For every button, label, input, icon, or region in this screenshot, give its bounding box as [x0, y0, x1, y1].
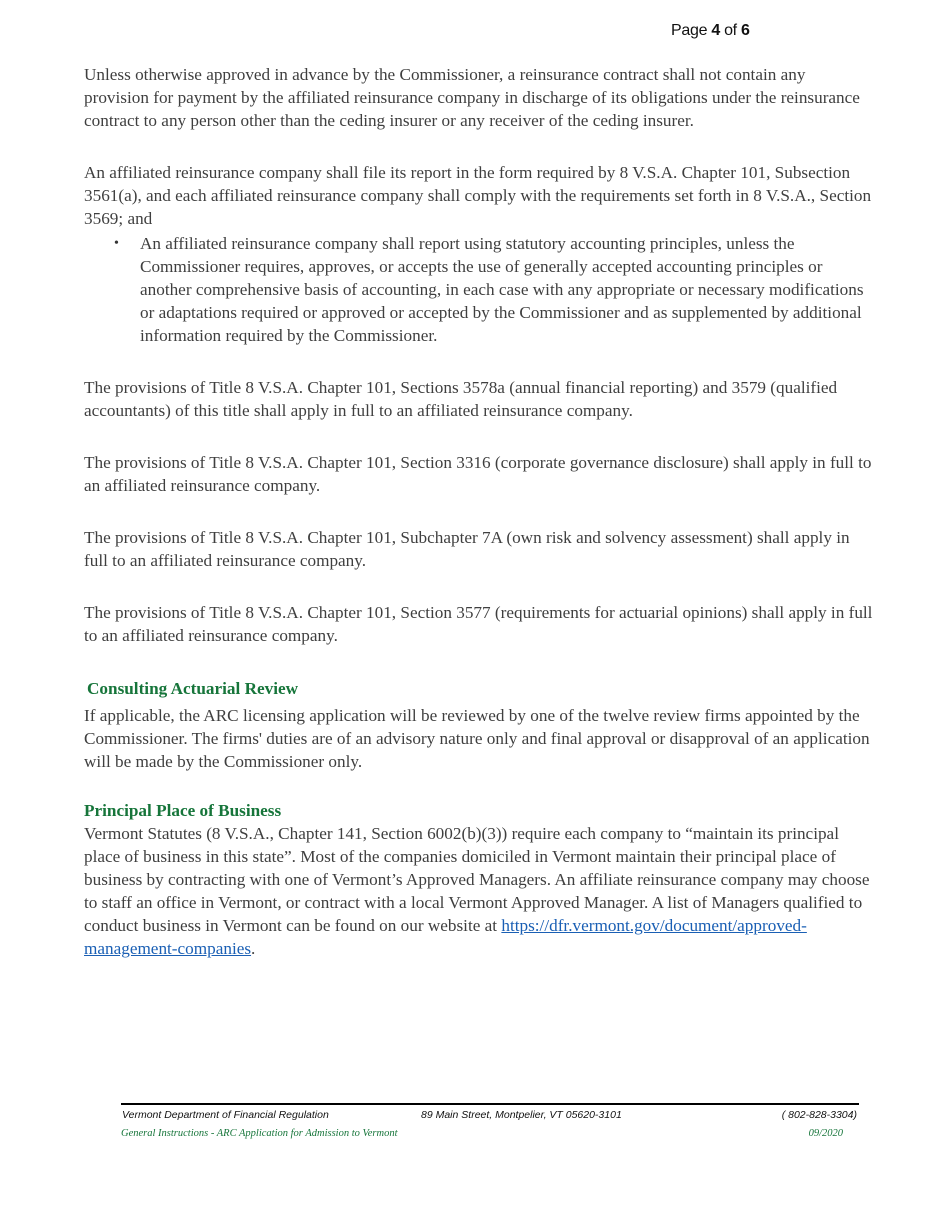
paragraph-reinsurance-contract: Unless otherwise approved in advance by the Commissioner, a reinsurance contract shall not contain any provision for payment by the affiliated reinsurance company in discharge of its obligations under the reinsurance contract to any person other than the ceding insurer or any receiver of the ceding insurer.	[84, 65, 860, 130]
page-footer	[121, 1103, 859, 1144]
footer-address: 89 Main Street, Montpelier, VT 05620-3101	[421, 1109, 622, 1121]
bullet-text: An affiliated reinsurance company shall report using statutory accounting principles, unless the Commissioner requires, approves, or accepts the use of generally accepted accounting principles or another comprehensive basis of accounting, in each case with any appropriate or necessary modifications or adaptations required or approved or accepted by the Commissioner and as supplemented by additional information required by the Commissioner.	[140, 234, 864, 345]
principal-period: .	[251, 939, 256, 958]
footer-date: 09/2020	[808, 1128, 843, 1139]
paragraph-principal-place-of-business	[84, 822, 874, 960]
footer-phone: ( 802-828-3304)	[781, 1109, 857, 1121]
paragraph-financial-reporting: The provisions of Title 8 V.S.A. Chapter 101, Sections 3578a (annual financial reporting) and 3579 (qualified accountants) of this title shall apply in full to an affiliated reinsurance company.	[84, 378, 838, 420]
paragraph-orsa: The provisions of Title 8 V.S.A. Chapter 101, Subchapter 7A (own risk and solvency assessment) shall apply in full to an affiliated reinsurance company.	[84, 528, 850, 570]
document-body	[84, 63, 874, 960]
page-of: of	[719, 22, 741, 39]
footer-contact-row	[121, 1109, 859, 1125]
heading-consulting-actuarial-review: Consulting Actuarial Review	[87, 679, 299, 698]
bullet-icon: •	[114, 236, 119, 251]
page-current: 4	[711, 22, 720, 39]
paragraph-report-filing: An affiliated reinsurance company shall file its report in the form required by 8 V.S.A. Chapter 101, Subsection 3561(a), and each affiliated reinsurance company shall comply with the requirements set forth in 8 V.S.A., Section 3569; and	[84, 163, 872, 228]
heading-principal-place-of-business: Principal Place of Business	[84, 801, 282, 820]
approved-managers-link[interactable]: https://dfr.vermont.gov/document/approved-management-companies	[84, 916, 807, 958]
page-total: 6	[740, 22, 750, 39]
paragraph-actuarial-opinions: The provisions of Title 8 V.S.A. Chapter 101, Section 3577 (requirements for actuarial opinions) shall apply in full to an affiliated reinsurance company.	[84, 603, 873, 645]
page-prefix: Page	[671, 22, 712, 39]
principal-text: Vermont Statutes (8 V.S.A., Chapter 141, Section 6002(b)(3)) require each company to “maintain its principal place of business in this state”. Most of the companies domiciled in Vermont maintain their principal place of business by contracting with one of Vermont’s Approved Managers. An affiliate reinsurance company may choose to staff an office in Vermont, or contract with a local Vermont Approved Manager. A list of Managers qualified to conduct business in Vermont can be found on our website at	[84, 824, 870, 935]
list-item	[114, 232, 874, 347]
footer-doc-title: General Instructions - ARC Application for Admission to Vermont	[121, 1128, 398, 1139]
footer-doc-row	[121, 1128, 859, 1144]
bullet-list	[84, 232, 874, 347]
paragraph-consulting-actuarial-review: If applicable, the ARC licensing application will be reviewed by one of the twelve review firms appointed by the Commissioner. The firms' duties are of an advisory nature only and final approval or disapproval of an application will be made by the Commissioner only.	[84, 706, 870, 771]
footer-department: Vermont Department of Financial Regulation	[122, 1109, 329, 1121]
paragraph-corporate-governance: The provisions of Title 8 V.S.A. Chapter 101, Section 3316 (corporate governance disclosure) shall apply in full to an affiliated reinsurance company.	[84, 453, 872, 495]
page-number	[671, 22, 750, 40]
